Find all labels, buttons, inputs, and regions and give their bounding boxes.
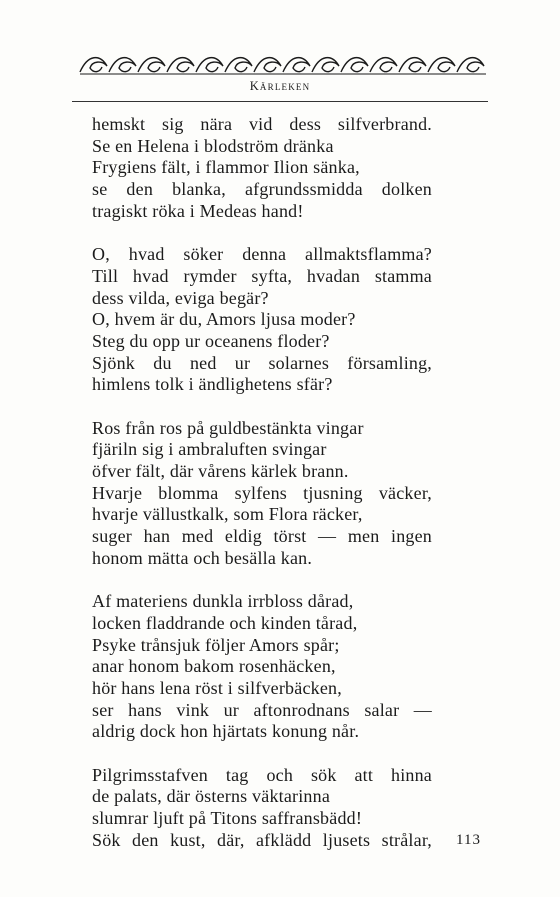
poem-line: de palats, där österns väktarinna bbox=[92, 786, 331, 807]
poem-line: himlens tolk i ändlighetens sfär? bbox=[92, 374, 333, 395]
ornament-scroll bbox=[457, 58, 484, 72]
ornament-scroll bbox=[225, 58, 252, 72]
poem-line: hvarje vällustkalk, som Flora räcker, bbox=[92, 504, 363, 525]
poem-line: Se en Helena i blodström dränka bbox=[92, 135, 334, 156]
poem-line: tragiskt röka i Medeas hand! bbox=[92, 200, 304, 221]
ornament-scroll bbox=[283, 58, 310, 72]
poem-line: locken fladdrande och kinden tårad, bbox=[92, 612, 358, 633]
ornament-scroll bbox=[341, 58, 368, 72]
poem-line: Pilgrimsstafven tag och sök att hinna bbox=[92, 764, 432, 785]
ornament-scroll bbox=[80, 58, 107, 72]
poem-line: aldrig dock hon hjärtats konung når. bbox=[92, 721, 360, 742]
running-title: Kärleken bbox=[249, 79, 311, 93]
poem-line: se den blanka, afgrundssmidda dolken bbox=[92, 179, 432, 200]
poem-body bbox=[92, 114, 432, 873]
poem-line: ser hans vink ur aftonrodnans salar — bbox=[92, 699, 432, 720]
ornament-scroll bbox=[399, 58, 426, 72]
poem-line: Steg du opp ur oceanens floder? bbox=[92, 330, 330, 351]
poem-line: Sök den kust, där, afklädd ljusets strålar, bbox=[92, 829, 432, 850]
ornament-scroll bbox=[167, 58, 194, 72]
ornament-scroll bbox=[370, 58, 397, 72]
ornament-scroll bbox=[254, 58, 281, 72]
poem-line: slumrar ljuft på Titons saffransbädd! bbox=[92, 808, 363, 828]
poem-line: Hvarje blomma sylfens tjusning väcker, bbox=[92, 482, 432, 503]
stanza bbox=[92, 418, 432, 570]
poem-line: fjäriln sig i ambraluften svingar bbox=[92, 439, 327, 460]
stanza bbox=[92, 244, 432, 396]
poem-line: Psyke trånsjuk följer Amors spår; bbox=[92, 634, 340, 655]
poem-line: O, hvem är du, Amors ljusa moder? bbox=[92, 309, 356, 330]
stanza bbox=[92, 591, 432, 743]
poem-line: suger han med eldig törst — men ingen bbox=[92, 526, 432, 547]
poem-line: Frygiens fält, i flammor Ilion sänka, bbox=[92, 157, 360, 178]
ornament-scroll bbox=[109, 58, 136, 72]
ornament-scroll bbox=[312, 58, 339, 72]
poem-line: anar honom bakom rosenhäcken, bbox=[92, 656, 336, 677]
stanza bbox=[92, 765, 432, 852]
ornament-scroll bbox=[196, 58, 223, 72]
page-number: 113 bbox=[456, 832, 481, 848]
stanza bbox=[92, 114, 432, 222]
wave-scroll-ornament bbox=[78, 52, 486, 80]
ornament-scroll bbox=[428, 58, 455, 72]
poem-line: hemskt sig nära vid dess silfverbrand. bbox=[92, 114, 432, 134]
poem-line: Af materiens dunkla irrbloss dårad, bbox=[92, 591, 354, 612]
ornament-scroll bbox=[138, 58, 165, 72]
poem-line: dess vilda, eviga begär? bbox=[92, 287, 269, 308]
header-rule bbox=[72, 101, 488, 102]
poem-line: Sjönk du ned ur solarnes församling, bbox=[92, 352, 432, 373]
poem-line: Ros från ros på guldbestänkta vingar bbox=[92, 417, 364, 438]
poem-line: honom mätta och besälla kan. bbox=[92, 547, 313, 568]
poem-line: O, hvad söker denna allmaktsflamma? bbox=[92, 244, 432, 265]
poem-line: öfver fält, där vårens kärlek brann. bbox=[92, 461, 349, 481]
poem-line: Till hvad rymder syfta, hvadan stamma bbox=[92, 265, 432, 286]
poem-line: hör hans lena röst i silfverbäcken, bbox=[92, 677, 342, 698]
